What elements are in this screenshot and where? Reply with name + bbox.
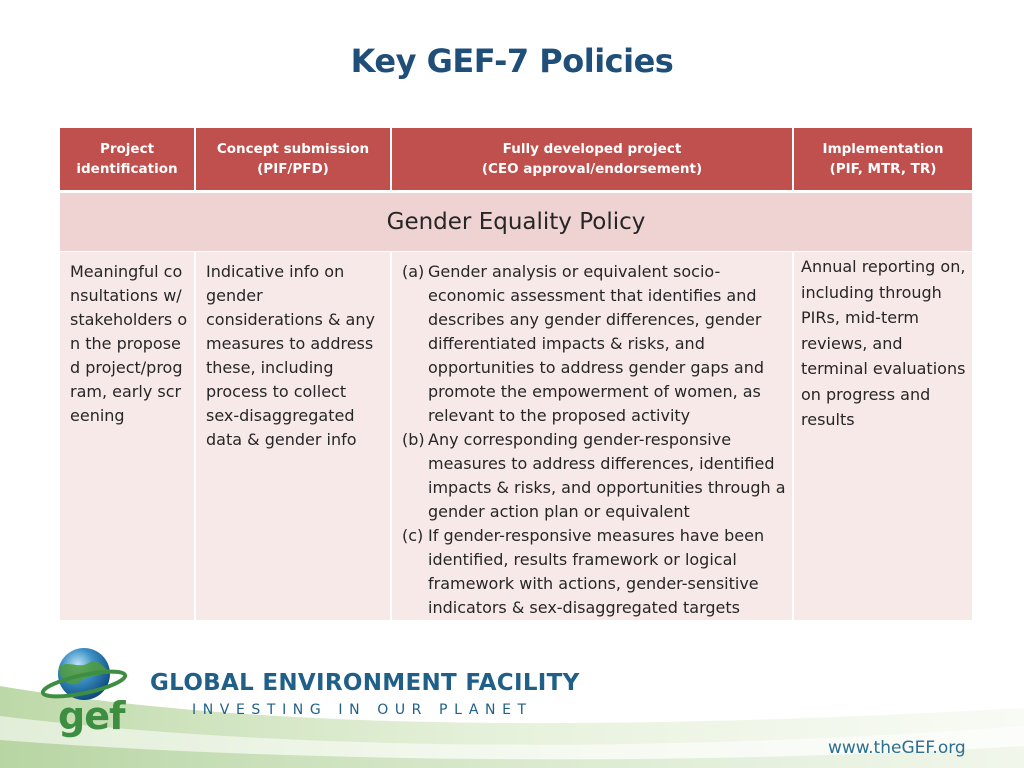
header-fully-developed-project [392, 128, 794, 190]
header-line: Concept submission [216, 141, 370, 157]
list-item-text: If gender-responsive measures have been identified, results framework or logical framework with actions, gender-sensitive indicators & sex-disaggregated targets [428, 526, 765, 617]
cell-text: Annual reporting on, including through PIRs, mid-term reviews, and terminal evaluations on progress and results [801, 257, 966, 429]
header-line: Fully developed project [502, 141, 682, 157]
cell-implementation [794, 252, 972, 620]
header-line: (PIF, MTR, TR) [829, 161, 937, 177]
header-line: Implementation [822, 141, 944, 157]
header-line: (CEO approval/endorsement) [481, 161, 703, 177]
header-concept-submission [196, 128, 392, 190]
cell-text: Indicative info on gender considerations & any measures to address these, including process to collect sex-disaggregated data & gender info [206, 262, 375, 449]
list-marker: (a) [402, 262, 425, 281]
website-link[interactable]: www.theGEF.org [828, 738, 966, 758]
header-line: Project [99, 141, 155, 157]
list-item-text: Any corresponding gender-responsive measures to address differences, identified impacts & risks, and opportunities through a gender action plan or equivalent [428, 430, 786, 521]
header-project-identification [60, 128, 196, 190]
list-item [402, 428, 786, 524]
cell-fully-developed-project [392, 252, 794, 620]
gef-logo-text: gef [58, 694, 125, 738]
table-body-row [60, 252, 972, 620]
slide-title: Key GEF-7 Policies [350, 42, 674, 80]
header-implementation [794, 128, 972, 190]
cell-project-identification [60, 252, 196, 620]
list-item-text: Gender analysis or equivalent socio-economic assessment that identifies and describes any gender differences, gender differentiated impacts & risks, and opportunities to address gender gaps and promote the empowerment of women, as relevant to the proposed activity [428, 262, 764, 425]
list-item [402, 524, 786, 620]
list-marker: (b) [402, 430, 425, 449]
cell-concept-submission [196, 252, 392, 620]
list-item [402, 260, 786, 428]
table-header-row [60, 128, 972, 190]
policy-table [60, 128, 972, 620]
organization-name: GLOBAL ENVIRONMENT FACILITY [150, 670, 580, 696]
header-line: identification [76, 161, 178, 177]
organization-tagline: INVESTING IN OUR PLANET [192, 702, 533, 718]
policy-band-title: Gender Equality Policy [60, 193, 972, 251]
cell-text: Meaningful consultations w/ stakeholders on the proposed project/program, early screening [70, 262, 188, 425]
header-line: (PIF/PFD) [257, 161, 329, 177]
list-marker: (c) [402, 526, 424, 545]
